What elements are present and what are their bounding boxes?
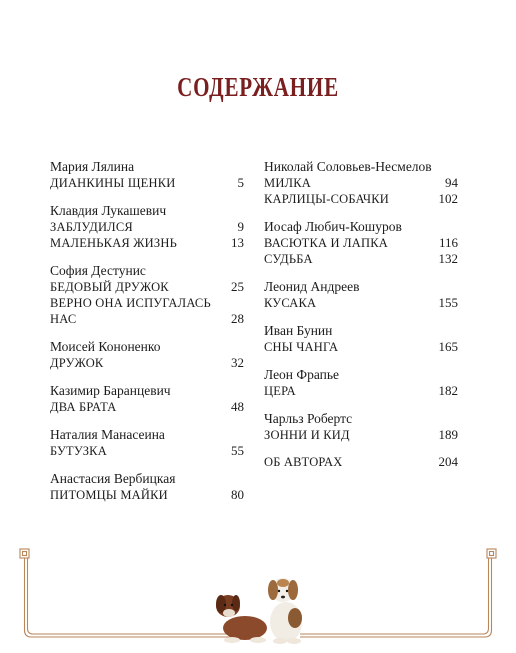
toc-entry [50, 338, 244, 371]
toc-work-link[interactable] [50, 175, 244, 191]
work-title: СУДЬБА [264, 252, 313, 266]
work-title: ДИАНКИНЫ ЩЕНКИ [50, 176, 176, 190]
author-name: Леон Фрапье [264, 367, 340, 382]
author-name: Николай Соловьев-Несмелов [264, 159, 432, 174]
page-number: 55 [231, 443, 244, 458]
work-title: ДВА БРАТА [50, 400, 117, 414]
toc-work-link[interactable] [264, 454, 458, 470]
toc-work-link[interactable] [50, 279, 244, 295]
page-number: 13 [231, 235, 244, 250]
toc-work-link[interactable] [264, 427, 458, 443]
author-name: Наталия Манасеина [50, 427, 165, 442]
author-name: Иосаф Любич-Кошуров [264, 219, 402, 234]
author-name: Клавдия Лукашевич [50, 203, 167, 218]
work-title: ПИТОМЦЫ МАЙКИ [50, 488, 168, 502]
toc-entry [50, 470, 244, 503]
page-title: СОДЕРЖАНИЕ [177, 72, 339, 102]
work-title: ДРУЖОК [50, 356, 104, 370]
author-name: Моисей Кононенко [50, 339, 161, 354]
work-title: БУТУЗКА [50, 444, 107, 458]
work-title: ВЕРНО ОНА ИСПУГАЛАСЬ [50, 296, 211, 310]
toc-work-link[interactable] [50, 487, 244, 503]
work-title: ЗОННИ И КИД [264, 428, 350, 442]
toc-entry [264, 278, 458, 311]
toc-work-link[interactable] [50, 399, 244, 415]
ornamental-frame [0, 540, 516, 653]
toc-work-link[interactable] [264, 251, 458, 267]
page-number: 32 [231, 355, 244, 370]
page-number: 116 [438, 235, 458, 250]
page-number: 204 [438, 454, 458, 469]
toc-entry [50, 382, 244, 415]
work-title: МИЛКА [264, 176, 311, 190]
author-name: Казимир Баранцевич [50, 383, 171, 398]
page-number: 9 [237, 219, 244, 234]
toc-work-link[interactable] [50, 443, 244, 459]
toc-entry [50, 426, 244, 459]
page-number: 25 [231, 279, 244, 294]
toc-entry [264, 322, 458, 355]
toc-work-link[interactable] [264, 175, 458, 191]
toc-work-link[interactable] [264, 383, 458, 399]
work-title: НАС [50, 312, 77, 326]
work-title: СНЫ ЧАНГА [264, 340, 339, 354]
page-number: 165 [438, 339, 458, 354]
page-number: 182 [438, 383, 458, 398]
page-number: 132 [438, 251, 458, 266]
author-name: Леонид Андреев [264, 279, 360, 294]
toc-work-link[interactable] [264, 339, 458, 355]
toc-work-link[interactable] [264, 191, 458, 207]
toc-entry [264, 158, 458, 207]
toc-entry [264, 218, 458, 267]
page-number: 28 [231, 311, 244, 326]
work-title: ЦЕРА [264, 384, 296, 398]
work-title: МАЛЕНЬКАЯ ЖИЗНЬ [50, 236, 177, 250]
toc-work-link[interactable] [264, 295, 458, 311]
puppies-illustration [216, 578, 302, 644]
toc-entry [264, 454, 458, 470]
toc-work-link[interactable] [50, 355, 244, 371]
toc-entry [50, 202, 244, 251]
work-title: КАРЛИЦЫ-СОБАЧКИ [264, 192, 389, 206]
toc-right-column [264, 158, 458, 481]
page-number: 5 [237, 175, 244, 190]
toc-entry [50, 158, 244, 191]
toc-entry [264, 366, 458, 399]
author-name: Анастасия Вербицкая [50, 471, 176, 486]
author-name: София Дестунис [50, 263, 146, 278]
toc-work-link[interactable] [50, 235, 244, 251]
page-number: 189 [438, 427, 458, 442]
page-number: 48 [231, 399, 244, 414]
toc-left-column [50, 158, 244, 514]
toc-entry [50, 262, 244, 327]
page-number: 80 [231, 487, 244, 502]
toc-work-link[interactable] [264, 235, 458, 251]
toc-work-link[interactable] [50, 311, 244, 327]
author-name: Чарльз Робертс [264, 411, 353, 426]
work-title: ОБ АВТОРАХ [264, 455, 343, 469]
toc-entry [264, 410, 458, 443]
page-number: 94 [445, 175, 458, 190]
toc-work-link[interactable] [50, 295, 244, 311]
page-number: 155 [438, 295, 458, 310]
work-title: ВАСЮТКА И ЛАПКА [264, 236, 389, 250]
toc-work-link[interactable] [50, 219, 244, 235]
work-title: ЗАБЛУДИЛСЯ [50, 220, 133, 234]
page-number: 102 [438, 191, 458, 206]
work-title: БЕДОВЫЙ ДРУЖОК [50, 280, 169, 294]
work-title: КУСАКА [264, 296, 317, 310]
author-name: Иван Бунин [264, 323, 333, 338]
author-name: Мария Лялина [50, 159, 135, 174]
